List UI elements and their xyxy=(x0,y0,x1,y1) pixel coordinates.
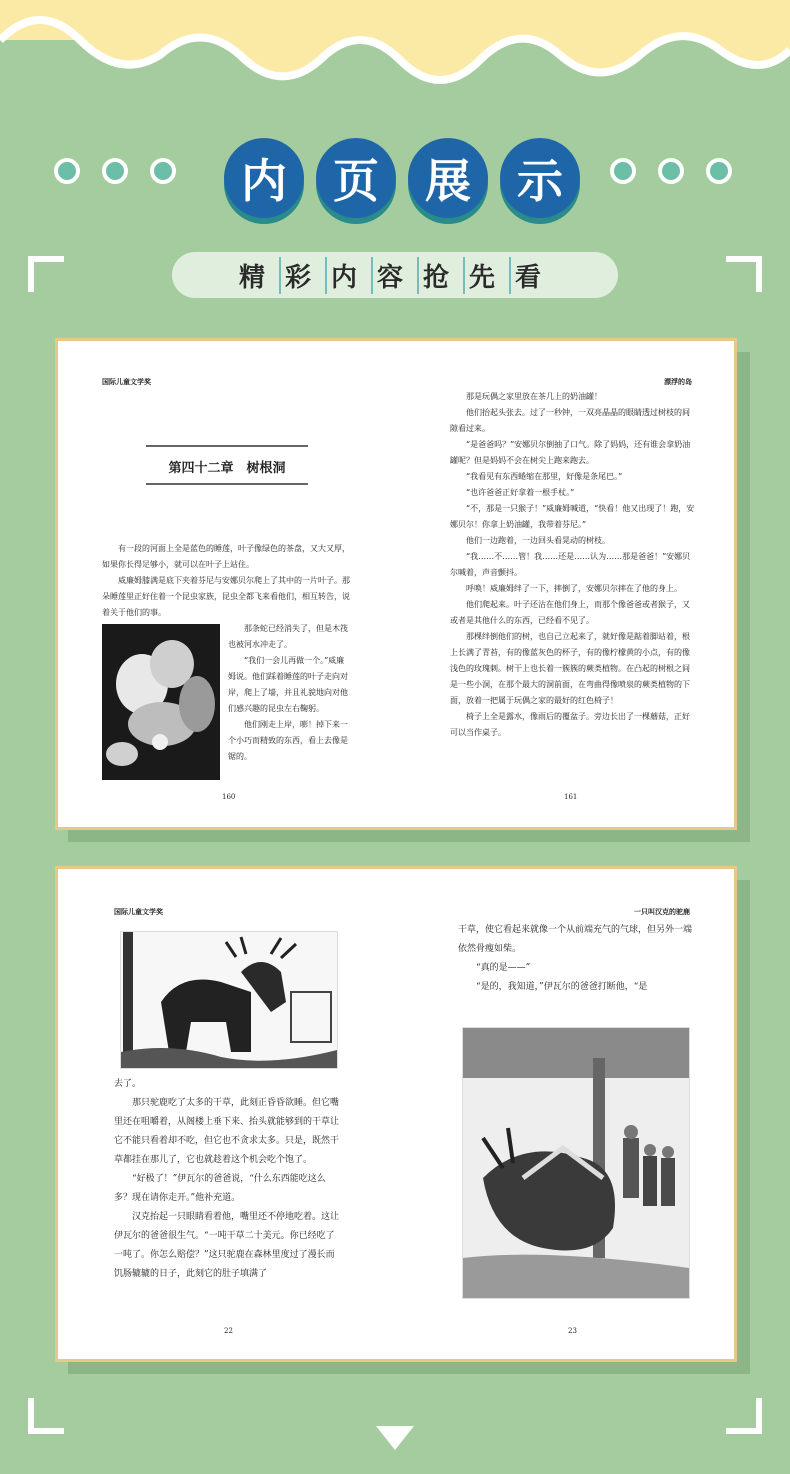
paragraph: “不，那是一只猴子！”威廉姆喊道，“快看！他又出现了！跑，安娜贝尔！你拿上奶油罐，我带着芬尼。” xyxy=(450,504,695,529)
paragraph: 去了。 xyxy=(114,1079,142,1089)
running-header-right: 漂浮的岛 xyxy=(664,377,692,386)
paragraph: 呼唤！威廉姆绊了一下，摔倒了，安娜贝尔摔在了他的身上。 xyxy=(466,584,682,593)
left-page-text xyxy=(102,541,350,621)
paragraph: 他们抬起头张去。过了一秒钟，一双亮晶晶的眼睛透过树枝的间隙看过来。 xyxy=(450,408,690,433)
paragraph: 那条蛇已经消失了，但是木筏也被河水冲走了。 xyxy=(228,624,348,649)
dot-icon xyxy=(658,158,684,184)
left-dots xyxy=(54,158,176,184)
top-scallop-band xyxy=(0,0,790,110)
paragraph: “也许爸爸正好拿着一根手杖。” xyxy=(466,488,575,497)
paragraph: 干草，使它看起来就像一个从前端充气的气球，但另外一端依然骨瘦如柴。 xyxy=(458,925,693,954)
paragraph: “是爸爸吗？”安娜贝尔倒抽了口气。除了妈妈，还有谁会拿奶油罐呢？但是妈妈不会在树尖上跑来跑去。 xyxy=(450,440,691,465)
running-header-right: 一只叫汉克的驼鹿 xyxy=(634,907,690,916)
dot-icon xyxy=(102,158,128,184)
book-spread-2 xyxy=(55,866,737,1362)
page-number-right: 23 xyxy=(568,1327,577,1335)
paragraph: “真的是——” xyxy=(476,963,531,973)
paragraph: “是的，我知道，”伊瓦尔的爸爸打断他，“是 xyxy=(476,982,648,992)
subtitle-char: 看 xyxy=(515,262,552,293)
paragraph: 他们爬起来。叶子还沾在他们身上，而那个像爸爸或者猴子，又或者是其他什么的东西，已经看不见了。 xyxy=(450,600,690,625)
paragraph: 那棵绊倒他们的树，也自己立起来了，就好像是踮着脚站着，根上长满了青苔，有的像蓝灰色的杯子，有的像柠檬黄的小点，有的像浅色的玫瑰刺。树干上也长着一簇簇的蕨类植物。在凸起的树根之间是一些小洞，在那个最大的洞前面，在弯曲得像喷泉的蕨类植物的下面，放着一把属于玩偶之家的最好的红色椅子！ xyxy=(450,632,690,705)
paragraph: 威廉姆膝满是底下夹着芬尼与安娜贝尔爬上了其中的一片叶子。那朵睡莲里正好住着一个昆虫家族，昆虫全都飞来看他们，相互转告，说着关于他们的事。 xyxy=(102,576,350,617)
right-page-text xyxy=(458,921,696,997)
page-number-left: 160 xyxy=(222,793,236,801)
paragraph: 他们一边跑着，一边回头看晃动的树枝。 xyxy=(466,536,610,545)
moose-fallen-illustration xyxy=(462,1027,690,1299)
subtitle-char: 内 xyxy=(327,257,373,294)
page-number-left: 22 xyxy=(224,1327,233,1335)
paragraph: “我……不……管！我……还是……认为……那是爸爸！”安娜贝尔喊着，声音颤抖。 xyxy=(450,552,691,577)
left-page-text xyxy=(114,1075,342,1284)
moose-barn-illustration xyxy=(120,931,338,1069)
dot-icon xyxy=(150,158,176,184)
left-page-side-text xyxy=(228,621,350,765)
paragraph: 他们刚走上岸，嘭！掉下来一个小巧而精致的东西，看上去像是锯的。 xyxy=(228,720,348,761)
title-char: 内 xyxy=(224,138,304,218)
paragraph: 那只驼鹿吃了太多的干草，此刻正昏昏欲睡。但它嘴里还在咀嚼着，从阁楼上垂下来、抬头就能够到的干草让它不能只看着却不吃，但它也不贪求太多。只是，既然干草都挂在那儿了，它也就趁着这个机会吃个饱了。 xyxy=(114,1098,340,1165)
paragraph: “我们一会儿再做一个。”威廉姆说。他们踩着睡莲的叶子走向对岸，爬上了墙，并且礼貌地向对他们感兴趣的昆虫左右鞠躬。 xyxy=(228,656,348,713)
paragraph: “我看见有东西蜷缩在那里，好像是条尾巴。” xyxy=(466,472,623,481)
title-char: 示 xyxy=(500,138,580,218)
page-number-right: 161 xyxy=(564,793,578,801)
running-header-left: 国际儿童文学奖 xyxy=(102,377,151,386)
paragraph: 那是玩偶之家里放在茶几上的奶油罐！ xyxy=(466,392,602,401)
running-header-left: 国际儿童文学奖 xyxy=(114,907,163,916)
dot-icon xyxy=(610,158,636,184)
chapter-title: 第四十二章 树根洞 xyxy=(168,461,286,476)
chapter-rule-bottom xyxy=(146,483,308,485)
paragraph: “好极了！”伊瓦尔的爸爸说，“什么东西能吃这么多？现在请你走开。”他补充道。 xyxy=(114,1174,326,1203)
right-dots xyxy=(610,158,732,184)
dot-icon xyxy=(706,158,732,184)
subtitle-char: 抢 xyxy=(419,257,465,294)
subtitle-char: 精 xyxy=(235,257,281,294)
subtitle-char: 彩 xyxy=(281,257,327,294)
down-arrow-icon xyxy=(376,1426,414,1450)
dot-icon xyxy=(54,158,80,184)
chapter-rule-top xyxy=(146,445,308,447)
corner-bracket-bottom-right xyxy=(726,1398,762,1434)
corner-bracket-top-right xyxy=(726,256,762,292)
paragraph: 椅子上全是露水，像雨后的覆盆子。旁边长出了一棵蘑菇，正好可以当作桌子。 xyxy=(450,712,690,737)
section-title xyxy=(224,138,580,218)
subtitle-char: 容 xyxy=(373,257,419,294)
lily-illustration xyxy=(102,624,220,780)
paragraph: 汉克抬起一只眼睛看着他，嘴里还不停地吃着。这让伊瓦尔的爸爸很生气。“一吨干草二十美元。你已经吃了一吨了。你怎么赔偿？”这只驼鹿在森林里度过了漫长而饥肠辘辘的日子，此刻它的肚子填满了 xyxy=(114,1212,340,1279)
title-char: 页 xyxy=(316,138,396,218)
title-char: 展 xyxy=(408,138,488,218)
paragraph: 有一段的河面上全是蓝色的睡莲，叶子像绿色的茶盘，又大又厚，如果你长得足够小，就可以在叶子上站住。 xyxy=(102,544,350,569)
corner-bracket-bottom-left xyxy=(28,1398,64,1434)
right-page-text xyxy=(450,389,696,741)
subtitle-char: 先 xyxy=(465,257,511,294)
book-spread-1 xyxy=(55,338,737,830)
subtitle-pill xyxy=(172,252,618,298)
corner-bracket-top-left xyxy=(28,256,64,292)
